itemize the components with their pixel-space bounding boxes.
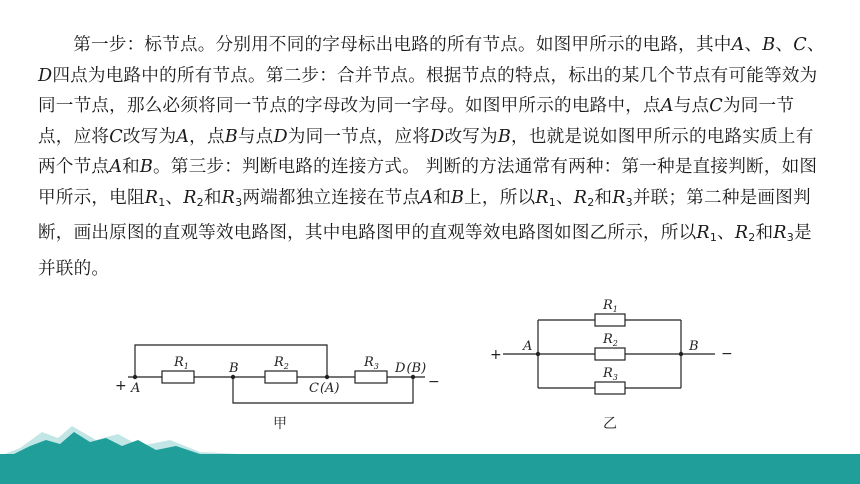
resistor-r2 — [595, 348, 625, 360]
resistor-r2 — [265, 371, 297, 383]
r3-label: $R_3$ — [364, 355, 379, 371]
node-label-b: B — [229, 361, 239, 376]
node-dot-a — [133, 375, 137, 379]
node-dot-c — [325, 375, 329, 379]
minus-sign: − — [428, 374, 440, 390]
node-label-a: A — [131, 381, 141, 396]
r2-label: $R_2$ — [603, 332, 618, 348]
resistor-r3 — [355, 371, 387, 383]
r1-label: $R_1$ — [603, 298, 618, 314]
plus-sign: + — [490, 347, 502, 363]
resistor-r1 — [162, 371, 194, 383]
body-paragraph: 第一步：标节点。分别用不同的字母标出电路的所有节点。如图甲所示的电路，其中A、B、C、D四点为电路中的所有节点。第二步：合并节点。根据节点的特点，标出的某几个节点有可能等效为同一节点，那么必须将同一节点的字母改为同一字母。如图甲所示的电路中，点A与点C为同一节点，应将C改写为A，点B与点D为同一节点，应将D改写为B，也就是说如图甲所示的电路实质上有两个节点A和B。第三步：判断电路的连接方式。 判断的方法通常有两种：第一种是直接判断，如图甲所示，电阻$R_1$、$R_2$和$R_3$两端都独立连接在节点A和B上，所以$R_1$、$R_2$和$R_3$并联；第二种是画图判断，画出原图的直观等效电路图，其中电路图甲的直观等效电路图如图乙所示，所以$R_1$、$R_2$和$R_3$是并联的。 — [38, 35, 825, 279]
footer-bar — [0, 454, 860, 484]
r3-label: $R_3$ — [603, 366, 618, 382]
minus-sign: − — [721, 346, 733, 362]
resistor-r1 — [595, 314, 625, 326]
figure-caption-jia: 甲 — [273, 416, 287, 432]
footer-mountain-band — [0, 410, 860, 484]
r1-label: $R_1$ — [174, 355, 189, 371]
node-label-c: C(A) — [309, 381, 340, 396]
node-dot-a — [536, 352, 540, 356]
node-label-b: B — [689, 339, 699, 354]
figure-caption-yi: 乙 — [603, 416, 617, 432]
resistor-r3 — [595, 382, 625, 394]
node-label-a: A — [523, 339, 533, 354]
node-dot-b — [679, 352, 683, 356]
r2-label: $R_2$ — [274, 355, 289, 371]
node-label-d: D(B) — [395, 361, 427, 376]
plus-sign: + — [115, 378, 127, 394]
